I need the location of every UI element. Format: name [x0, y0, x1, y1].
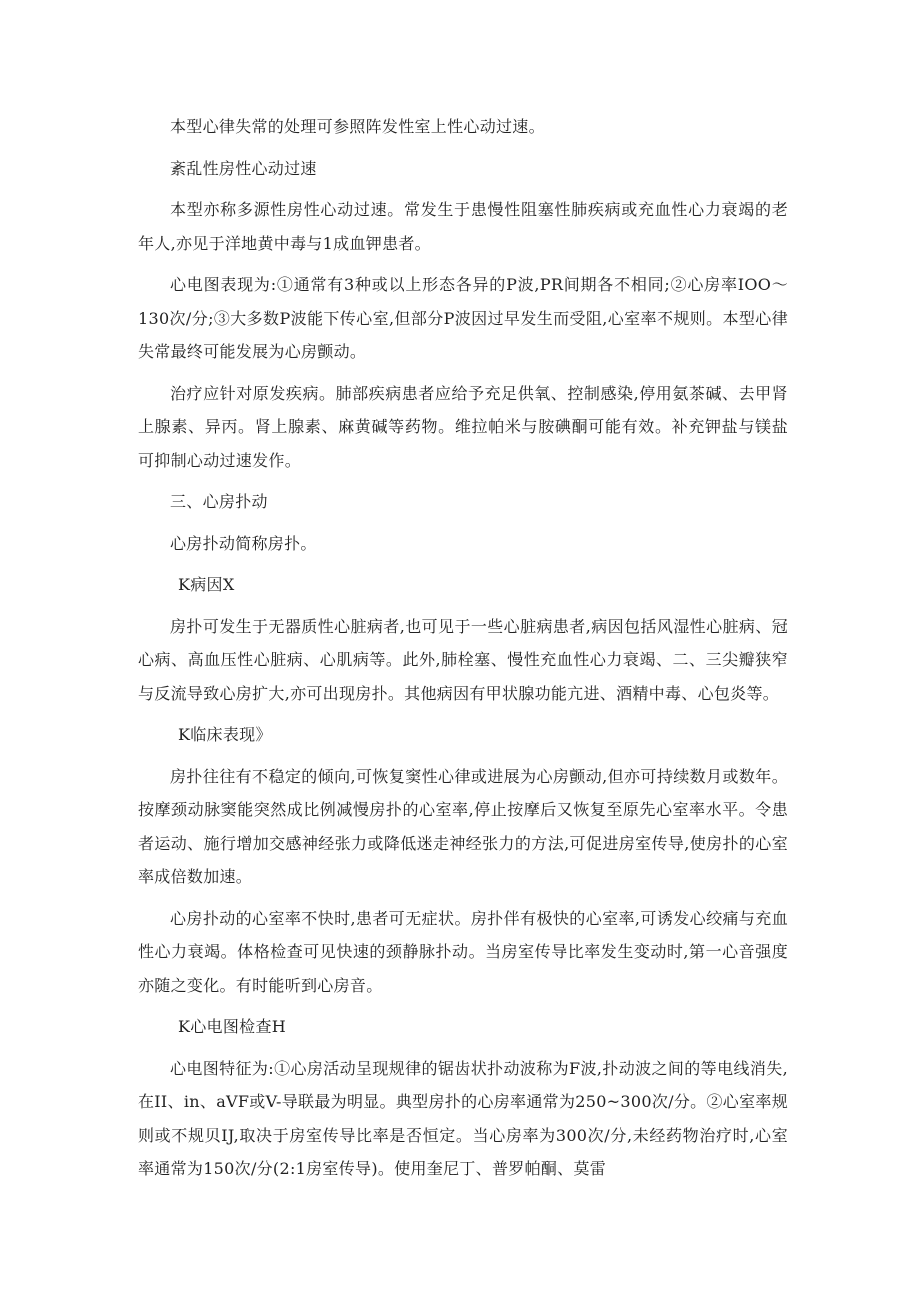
paragraph: 心电图特征为:①心房活动呈现规律的锯齿状扑动波称为F波,扑动波之间的等电线消失,在II、in、aVF或V-导联最为明显。典型房扑的心房率通常为250~300次/分。②心室率规则或不规贝IJ,取决于房室传导比率是否恒定。当心房率为300次/分,未经药物治疗时,心室率通常为150次/分(2:1房室传导)。使用奎尼丁、普罗帕酮、莫雷 [138, 1058, 788, 1178]
paragraph: 房扑往往有不稳定的倾向,可恢复窦性心律或进展为心房颤动,但亦可持续数月或数年。按摩颈动脉窦能突然成比例减慢房扑的心室率,停止按摩后又恢复至原先心室率水平。令患者运动、施行增加交感神经张力或降低迷走神经张力的方法,可促进房室传导,使房扑的心室率成倍数加速。 [138, 766, 788, 886]
paragraph: 心电图表现为:①通常有3种或以上形态各异的P波,PR间期各不相同;②心房率IOO～130次/分;③大多数P波能下传心室,但部分P波因过早发生而受阻,心室率不规则。本型心律失常最终可能发展为心房颤动。 [138, 275, 788, 361]
section-heading: 紊乱性房性心动过速 [170, 158, 317, 178]
subsection-heading: K心电图检查H [178, 1017, 287, 1036]
paragraph: 心房扑动简称房扑。 [170, 533, 317, 553]
paragraph: 本型心律失常的处理可参照阵发性室上性心动过速。 [170, 117, 545, 136]
document-body [138, 110, 788, 1194]
paragraph: 本型亦称多源性房性心动过速。常发生于患慢性阻塞性肺疾病或充血性心力衰竭的老年人,亦见于洋地黄中毒与1成血钾患者。 [138, 200, 788, 253]
subsection-heading: K临床表现》 [178, 725, 272, 744]
subsection-heading: K病因X [178, 575, 235, 594]
paragraph: 房扑可发生于无器质性心脏病者,也可见于一些心脏病患者,病因包括风湿性心脏病、冠心病、高血压性心脏病、心肌病等。此外,肺栓塞、慢性充血性心力衰竭、二、三尖瓣狭窄与反流导致心房扩大,亦可出现房扑。其他病因有甲状腺功能亢进、酒精中毒、心包炎等。 [138, 616, 788, 703]
paragraph: 治疗应针对原发疾病。肺部疾病患者应给予充足供氧、控制感染,停用氨茶碱、去甲肾上腺素、异丙。肾上腺素、麻黄碱等药物。维拉帕米与胺碘酮可能有效。补充钾盐与镁盐可抑制心动过速发作。 [138, 383, 788, 470]
paragraph: 心房扑动的心室率不快时,患者可无症状。房扑伴有极快的心室率,可诱发心绞痛与充血性心力衰竭。体格检查可见快速的颈静脉扑动。当房室传导比率发生变动时,第一心音强度亦随之变化。有时能听到心房音。 [138, 908, 788, 995]
section-heading: 三、心房扑动 [170, 492, 268, 511]
